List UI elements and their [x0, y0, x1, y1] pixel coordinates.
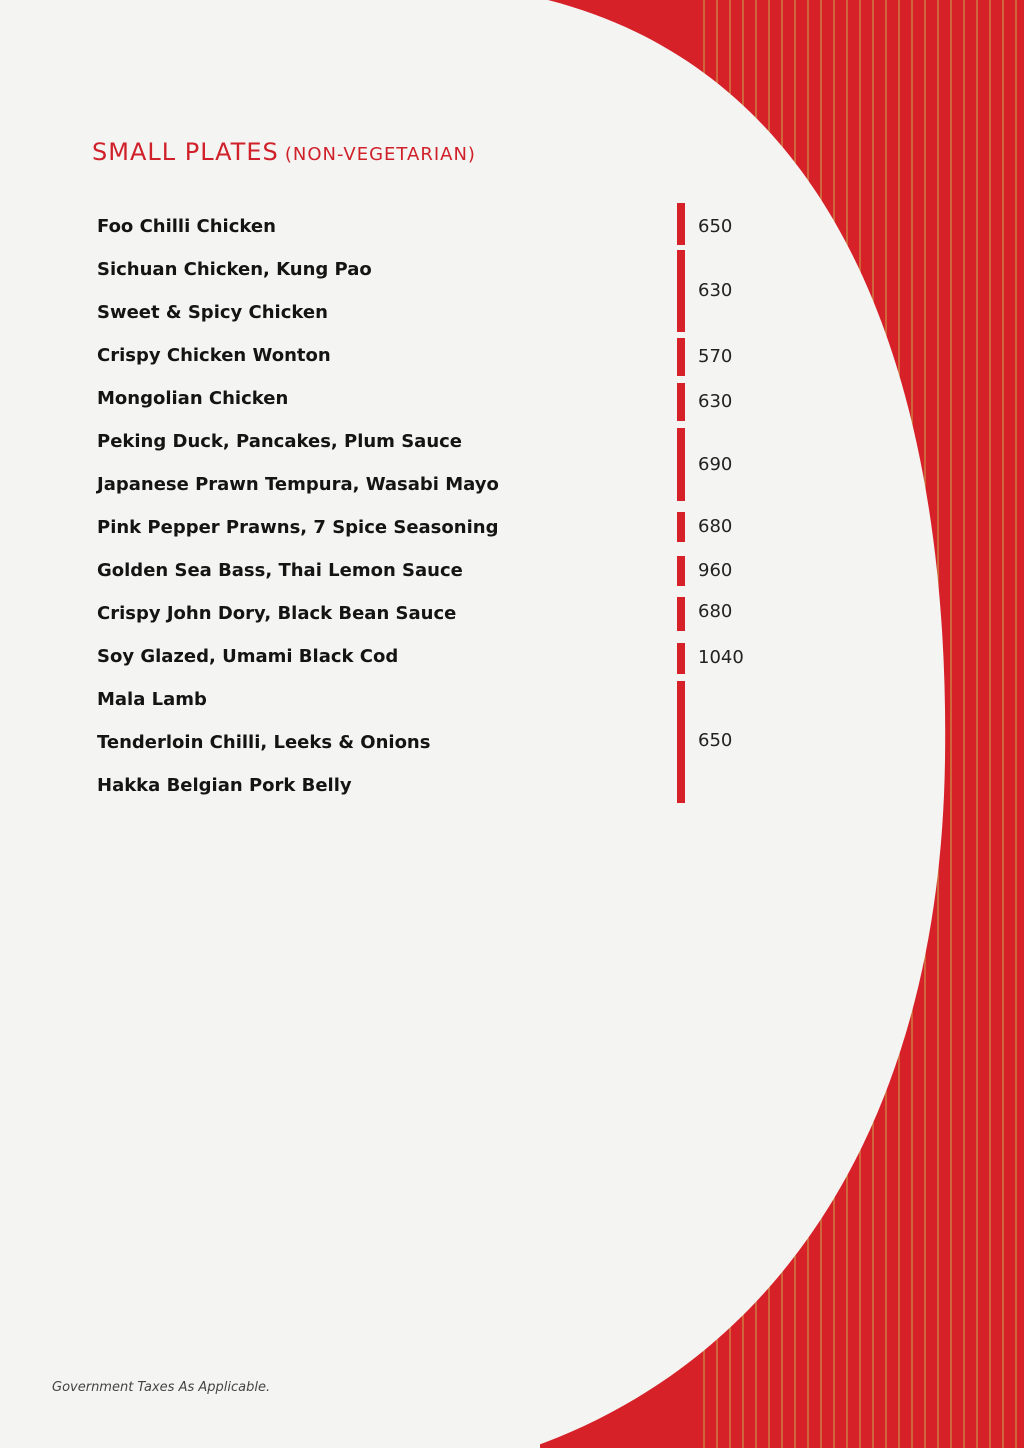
menu-item: Sweet & Spicy Chicken: [97, 302, 328, 323]
menu-item: Japanese Prawn Tempura, Wasabi Mayo: [97, 474, 499, 495]
price-bar: [677, 203, 685, 245]
price: 1040: [698, 647, 744, 668]
price: 650: [698, 730, 733, 751]
menu-item: Sichuan Chicken, Kung Pao: [97, 259, 372, 280]
price-bar: [677, 338, 685, 376]
price: 630: [698, 391, 733, 412]
section-title-sub: (NON-VEGETARIAN): [284, 144, 476, 165]
menu-item: Mongolian Chicken: [97, 388, 289, 409]
menu-item: Hakka Belgian Pork Belly: [97, 775, 352, 796]
price-bar: [677, 643, 685, 674]
menu-item: Soy Glazed, Umami Black Cod: [97, 646, 399, 667]
price: 650: [698, 216, 733, 237]
price: 570: [698, 346, 733, 367]
menu-item: Pink Pepper Prawns, 7 Spice Seasoning: [97, 517, 499, 538]
price-bar: [677, 556, 685, 586]
menu-item: Peking Duck, Pancakes, Plum Sauce: [97, 431, 463, 452]
section-title-main: SMALL PLATES: [92, 138, 279, 166]
menu-item: Crispy Chicken Wonton: [97, 345, 331, 366]
price-bar: [677, 428, 685, 501]
tax-footnote: Government Taxes As Applicable.: [52, 1380, 271, 1395]
price-bar: [677, 512, 685, 542]
menu-item: Foo Chilli Chicken: [97, 216, 276, 237]
price-bar: [677, 681, 685, 803]
price: 960: [698, 560, 733, 581]
menu-item: Crispy John Dory, Black Bean Sauce: [97, 603, 457, 624]
price: 680: [698, 516, 733, 537]
menu-item: Golden Sea Bass, Thai Lemon Sauce: [97, 560, 463, 581]
menu-item: Tenderloin Chilli, Leeks & Onions: [97, 732, 431, 753]
price: 680: [698, 601, 733, 622]
price-bar: [677, 250, 685, 332]
section-title: [92, 138, 476, 166]
menu-item: Mala Lamb: [97, 689, 207, 710]
price: 630: [698, 280, 733, 301]
price-bar: [677, 383, 685, 421]
price-bar: [677, 597, 685, 631]
price: 690: [698, 454, 733, 475]
